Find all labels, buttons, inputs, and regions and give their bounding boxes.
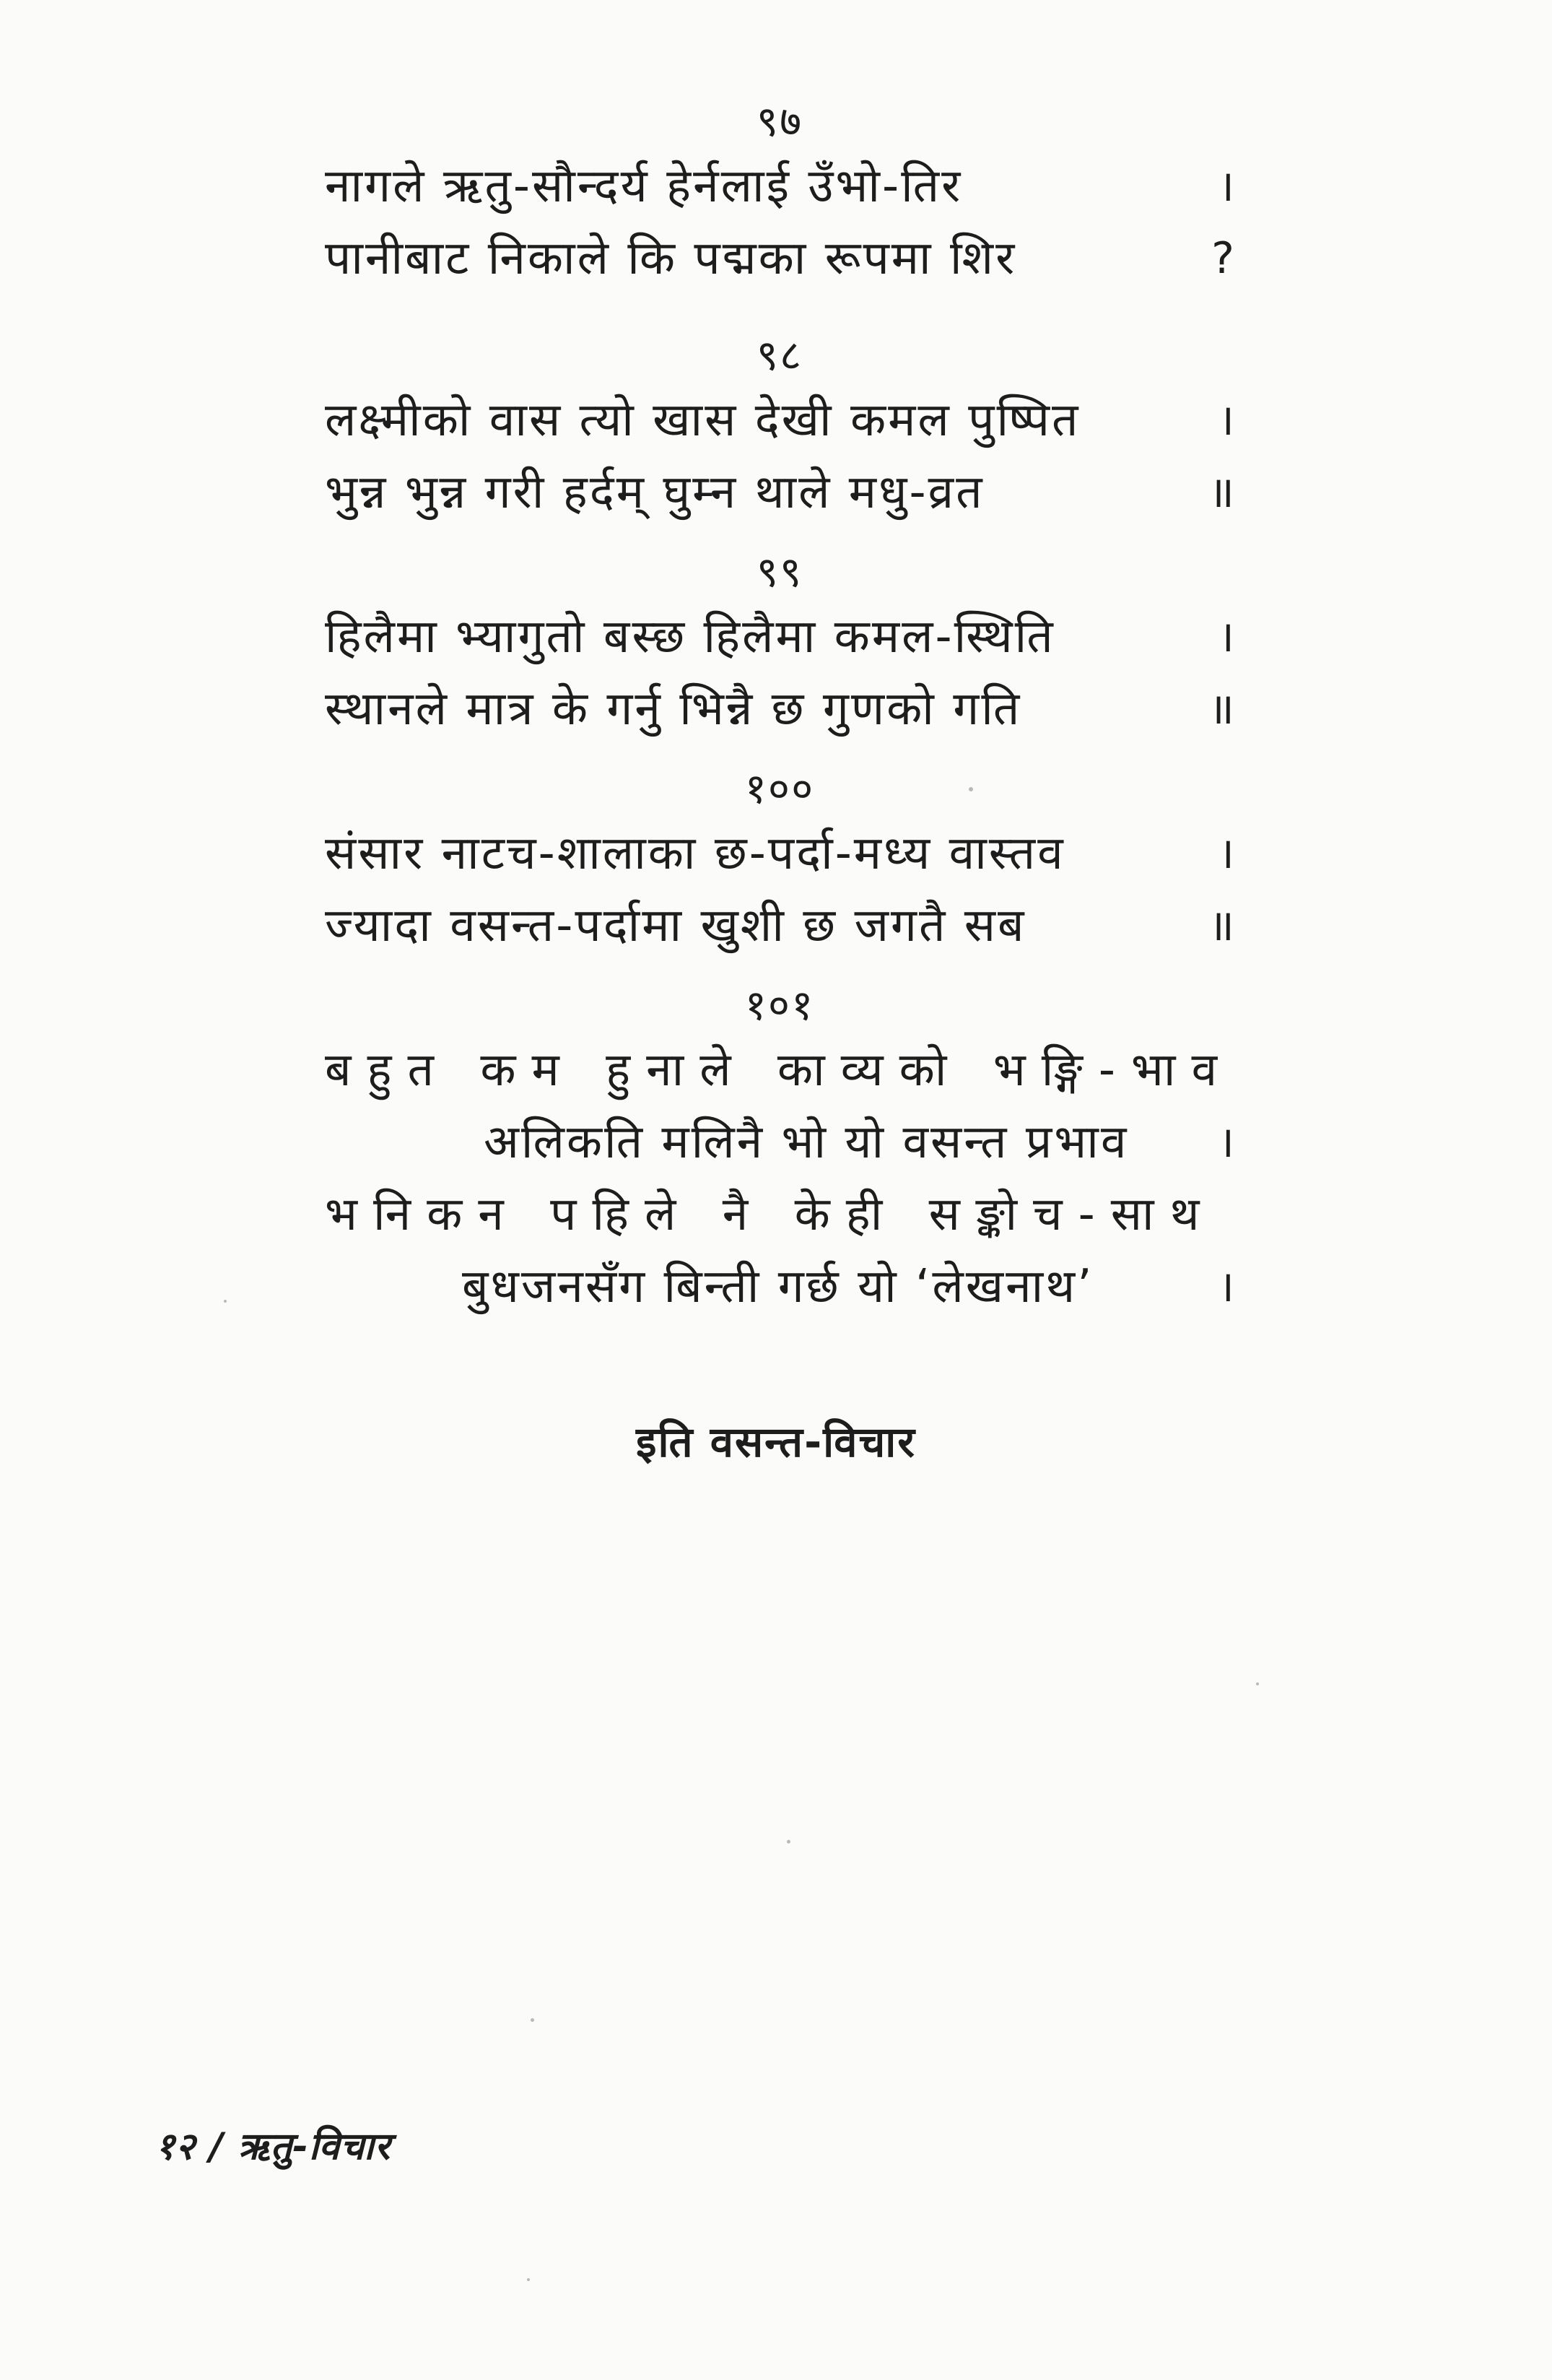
verse-line xyxy=(325,150,1234,222)
verse-number: ९८ xyxy=(756,331,803,380)
verse-line xyxy=(325,601,1234,673)
verse-line-text: नागले ऋतु-सौन्दर्य हेर्नलाई उँभो-तिर xyxy=(325,160,963,213)
verse-97 xyxy=(325,92,1234,295)
verse-line-text: लक्ष्मीको वास त्यो खास देखी कमल पुष्पित xyxy=(325,394,1081,447)
verse-number: ९७ xyxy=(756,97,803,146)
closing-line: इति वसन्त-विचार xyxy=(635,1417,917,1467)
scan-speck xyxy=(1256,1682,1259,1685)
scan-speck xyxy=(224,1300,227,1303)
scan-speck xyxy=(527,2278,530,2281)
verse-line-mark: ॥ xyxy=(1208,900,1234,951)
verse-line xyxy=(325,1178,1234,1251)
verse-line-mark: । xyxy=(1218,1261,1234,1312)
verse-100 xyxy=(325,760,1234,962)
verse-line xyxy=(325,456,1234,529)
verse-line-text: भुन्न भुन्न गरी हर्दम् घुम्न थाले मधु-व्रत xyxy=(325,466,985,519)
verse-line xyxy=(325,222,1234,295)
verse-number: ९९ xyxy=(756,547,803,596)
verse-line-mark: ? xyxy=(1211,233,1234,284)
verse-line-mark: ॥ xyxy=(1208,467,1234,518)
verse-line-mark: । xyxy=(1218,161,1234,212)
verse-line xyxy=(325,890,1234,962)
verse-line-mark: । xyxy=(1218,612,1234,662)
verse-line-text: बुधजनसँग बिन्ती गर्छ यो ‘लेखनाथ’ xyxy=(462,1260,1094,1313)
scan-speck xyxy=(787,1840,790,1843)
verse-99 xyxy=(325,543,1234,745)
verse-number: १०१ xyxy=(744,981,815,1030)
verse-line xyxy=(325,384,1234,456)
verse-line-text: ज्यादा वसन्त-पर्दामा खुशी छ जगतै सब xyxy=(325,899,1026,952)
verse-line-mark: । xyxy=(1218,395,1234,446)
verse-line xyxy=(325,1251,1234,1323)
verse-line-text: स्थानले मात्र के गर्नु भिन्नै छ गुणको गति xyxy=(325,682,1022,736)
verse-line-text: भनिकन पहिले नै केही सङ्कोच-साथ xyxy=(325,1188,1216,1241)
verse-line-mark: । xyxy=(1218,1117,1234,1168)
verse-98 xyxy=(325,326,1234,529)
verse-line-text: संसार नाटच-शालाका छ-पर्दा-मध्य वास्तव xyxy=(325,827,1065,880)
scan-speck xyxy=(969,787,973,791)
verse-line-text: अलिकति मलिनै भो यो वसन्त प्रभाव xyxy=(484,1116,1129,1169)
verse-line xyxy=(325,673,1234,745)
verse-line-mark: ॥ xyxy=(1208,684,1234,734)
verse-number: १०० xyxy=(744,764,815,813)
verse-line-mark: । xyxy=(1218,828,1234,879)
verse-line-text: हिलैमा भ्यागुतो बस्छ हिलैमा कमल-स्थिति xyxy=(325,610,1055,664)
verse-line xyxy=(325,1034,1234,1106)
verse-line-text: बहुत कम हुनाले काव्यको भङ्गि-भाव xyxy=(325,1043,1234,1097)
verse-line xyxy=(325,1106,1234,1178)
verse-line xyxy=(325,817,1234,890)
verse-101 xyxy=(325,976,1234,1323)
page-footer: १२ / ऋतु-विचार xyxy=(155,2125,391,2168)
verse-line-text: पानीबाट निकाले कि पद्मका रूपमा शिर xyxy=(325,232,1017,285)
scan-speck xyxy=(531,2018,534,2022)
